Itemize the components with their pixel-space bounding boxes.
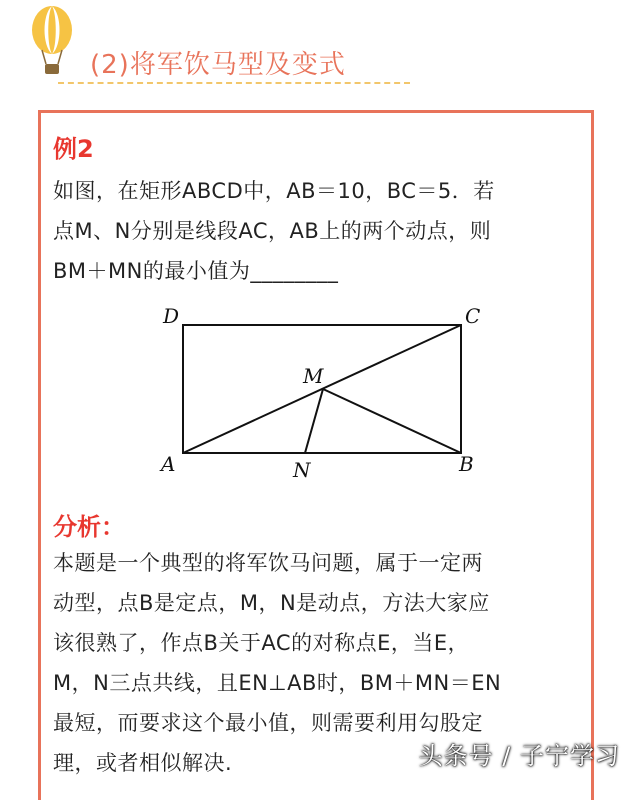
- problem-line: BM＋MN的最小值为________: [53, 259, 339, 283]
- rectangle-figure: [153, 303, 493, 493]
- analysis-line: 动型，点B是定点，M，N是动点，方法大家应: [53, 591, 490, 615]
- analysis-line: 最短，而要求这个最小值，则需要利用勾股定: [53, 711, 483, 735]
- label-a: A: [161, 452, 176, 476]
- problem-text: [53, 171, 583, 291]
- hot-air-balloon-icon: [28, 4, 76, 80]
- analysis-line: 理，或者相似解决.: [53, 751, 233, 775]
- analysis-line: 该很熟了，作点B关于AC的对称点E，当E，: [53, 631, 470, 655]
- problem-line: 点M、N分别是线段AC，AB上的两个动点，则: [53, 219, 492, 243]
- label-b: B: [459, 452, 474, 476]
- label-m: M: [303, 364, 324, 388]
- problem-line: 如图，在矩形ABCD中，AB＝10，BC＝5．若: [53, 179, 495, 203]
- segment-bm: [323, 389, 461, 453]
- label-n: N: [293, 458, 311, 482]
- analysis-line: 本题是一个典型的将军饮马问题，属于一定两: [53, 551, 483, 575]
- analysis-line: M，N三点共线，且EN⊥AB时，BM＋MN＝EN: [53, 671, 502, 695]
- label-c: C: [465, 304, 481, 328]
- segment-mn: [305, 389, 323, 453]
- title-underline: [58, 82, 410, 84]
- example-card: [38, 110, 594, 800]
- analysis-heading: 分析：: [53, 513, 125, 541]
- section-header: [0, 0, 640, 100]
- section-title: (2)将军饮马型及变式: [90, 50, 346, 80]
- example-heading: 例2: [53, 135, 94, 163]
- label-d: D: [163, 304, 180, 328]
- watermark: 头条号 / 子宁学习: [418, 742, 620, 770]
